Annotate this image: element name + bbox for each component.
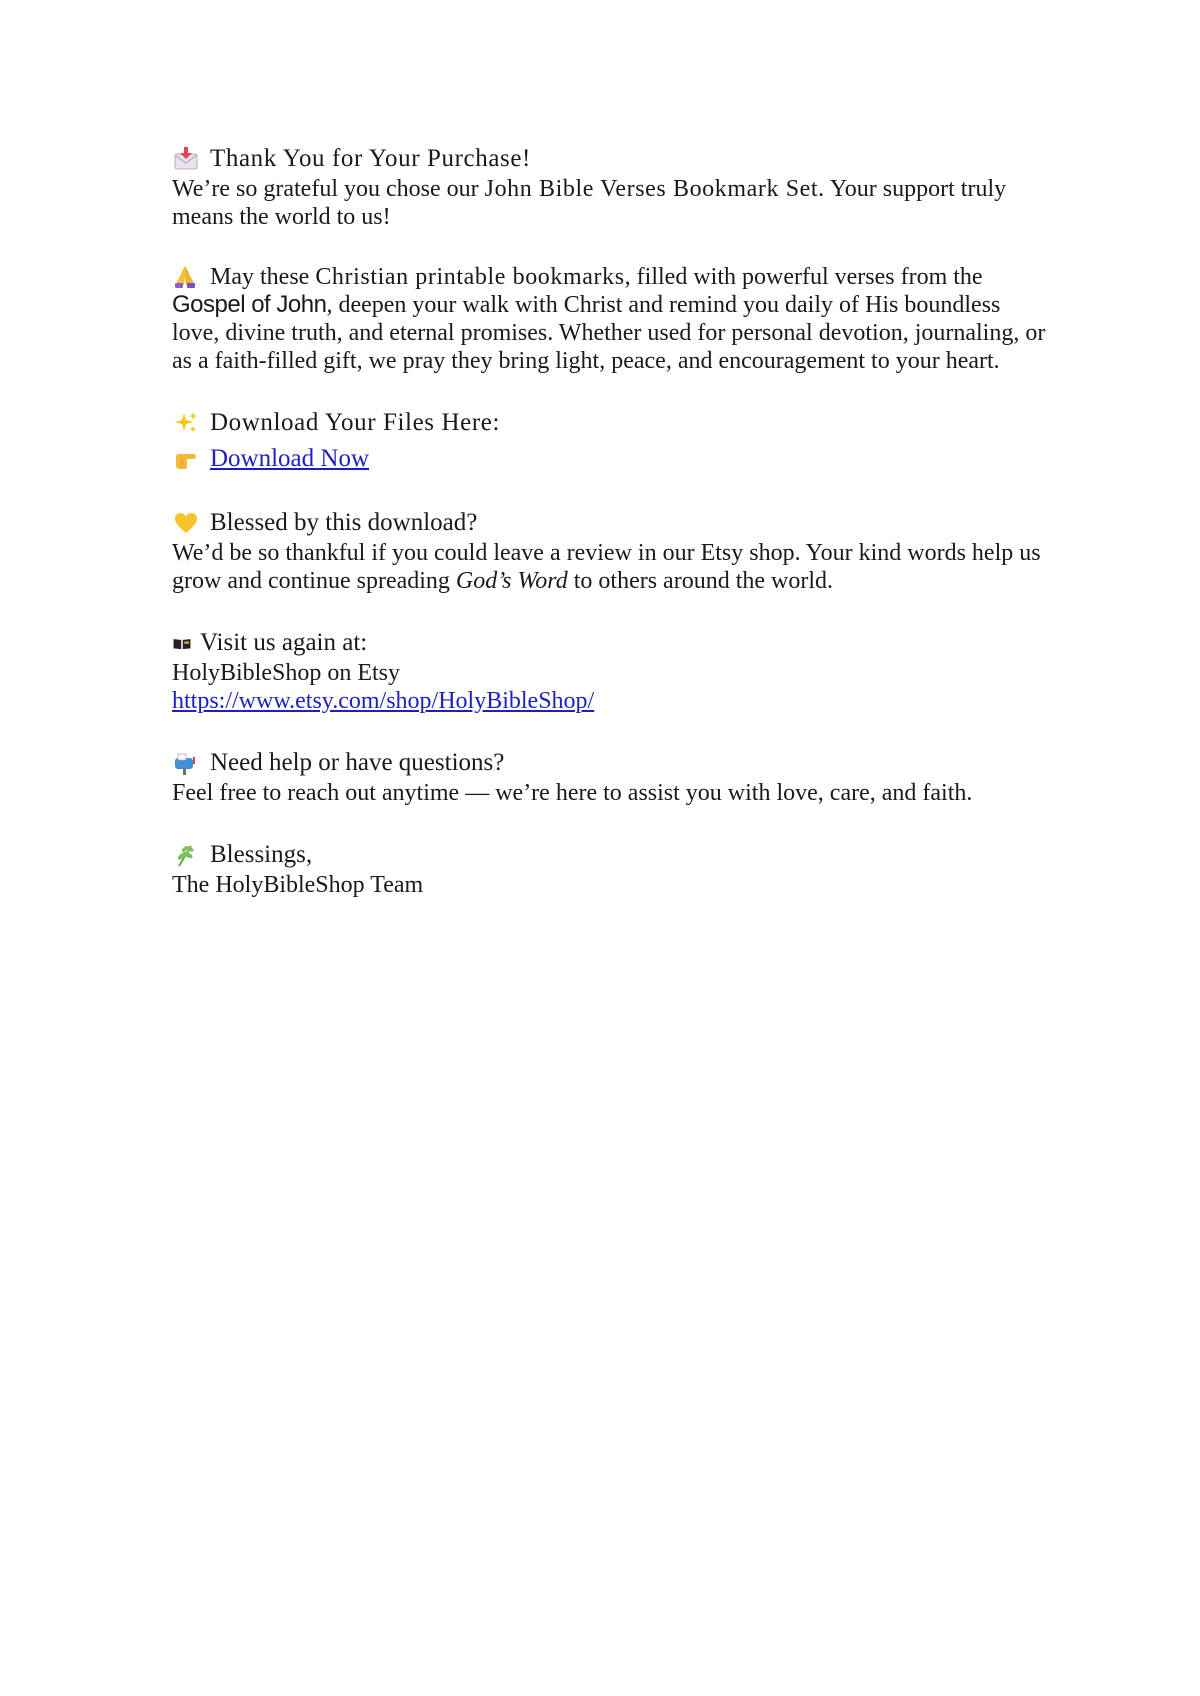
help-heading-line bbox=[172, 747, 1052, 779]
envelope-arrow-icon bbox=[172, 145, 200, 173]
gods-word: God’s Word bbox=[455, 568, 568, 594]
blessing-section bbox=[172, 263, 1052, 375]
thank-you-body bbox=[172, 175, 1052, 231]
thank-you-heading: Thank You for Your Purchase! bbox=[210, 145, 531, 172]
help-paragraph bbox=[172, 779, 1052, 807]
thank-you-section bbox=[172, 143, 1052, 231]
praying-hands-icon bbox=[172, 263, 200, 289]
visit-heading: Visit us again at: bbox=[200, 629, 368, 656]
help-section bbox=[172, 747, 1052, 807]
thank-you-body-1: We’re so grateful you chose our bbox=[172, 176, 485, 202]
thank-you-heading-line bbox=[172, 143, 1052, 175]
download-heading-line bbox=[172, 407, 1052, 439]
mailbox-icon bbox=[172, 749, 200, 777]
download-now-link[interactable]: Download Now bbox=[210, 445, 370, 472]
review-text-2: to others around the world. bbox=[567, 568, 834, 594]
herb-icon bbox=[172, 841, 200, 869]
shop-name: HolyBibleShop on Etsy bbox=[172, 660, 401, 686]
shop-url-link[interactable]: https://www.etsy.com/shop/HolyBibleShop/ bbox=[172, 688, 595, 714]
help-heading: Need help or have questions? bbox=[210, 749, 505, 776]
review-section bbox=[172, 507, 1052, 595]
download-link-line bbox=[172, 443, 1052, 475]
download-section bbox=[172, 407, 1052, 475]
gospel-of-john: Gospel of John bbox=[172, 291, 327, 318]
sparkles-icon bbox=[172, 409, 200, 437]
help-text-2: — we’re here to assist you with love, care, and faith. bbox=[459, 780, 973, 806]
review-heading-line bbox=[172, 507, 1052, 539]
product-name: John Bible Verses Bookmark Set. bbox=[484, 176, 825, 202]
thank-you-body-2: Your support truly means the world to us! bbox=[172, 176, 1007, 230]
download-heading: Download Your Files Here: bbox=[210, 409, 500, 436]
help-text-1: Feel free to reach out anytime bbox=[172, 780, 460, 806]
visit-section bbox=[172, 627, 1052, 715]
blessing-paragraph bbox=[172, 263, 1052, 375]
pointing-hand-icon bbox=[172, 445, 200, 473]
blessing-text-1: May these bbox=[210, 264, 316, 290]
blessing-text-4: , deepen your walk with Christ and remind you daily of His boundless love, divine truth, and eternal promises. Whether used for personal devotion, journaling, or as a faith-filled gift, we pray they bring light, peace, and encouragement to your heart. bbox=[172, 292, 1046, 374]
signoff-heading: Blessings, bbox=[210, 841, 313, 868]
blessing-text-2: Christian printable bookmarks bbox=[315, 264, 625, 290]
document-page bbox=[172, 143, 1052, 931]
review-paragraph bbox=[172, 539, 1052, 595]
visit-heading-line bbox=[172, 627, 1052, 659]
signoff-heading-line bbox=[172, 839, 1052, 871]
review-text-1: We’d be so thankful if you could leave a review in our Etsy shop. Your kind words help us grow and continue spreading bbox=[172, 540, 1041, 594]
team-name: The HolyBibleShop Team bbox=[172, 872, 424, 898]
yellow-heart-icon bbox=[172, 509, 200, 537]
review-heading: Blessed by this download? bbox=[210, 509, 478, 536]
signoff-section bbox=[172, 839, 1052, 899]
open-book-icon bbox=[172, 629, 192, 657]
blessing-text-3: , filled with powerful verses from the bbox=[624, 264, 983, 290]
